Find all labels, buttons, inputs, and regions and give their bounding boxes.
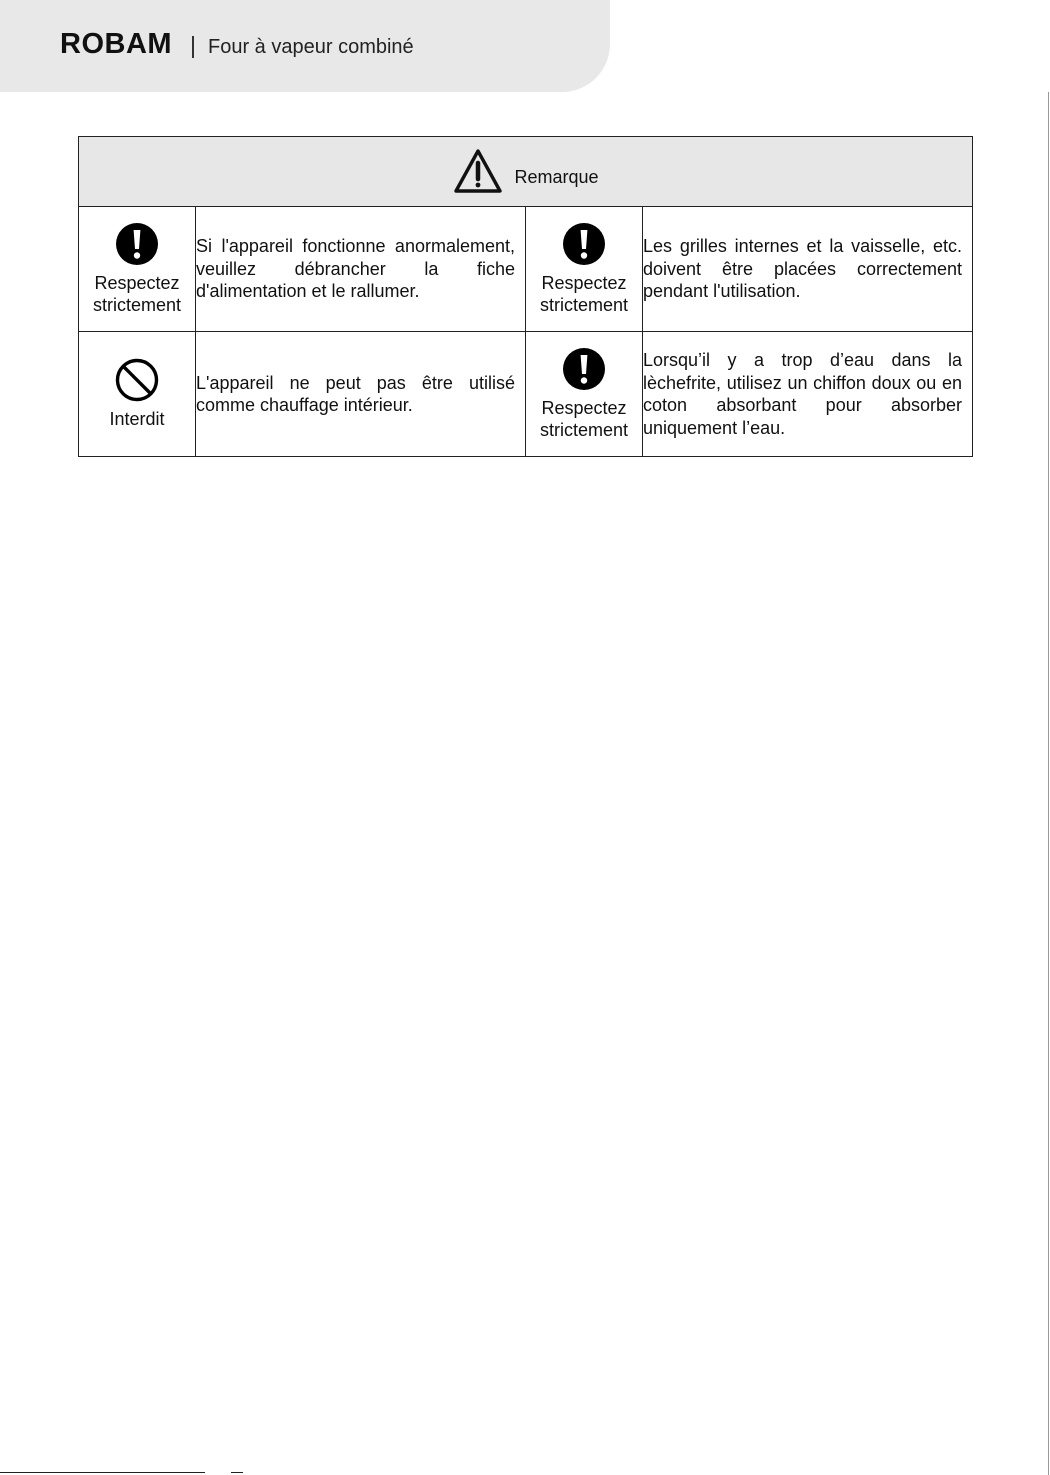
mandatory-exclamation-icon — [562, 222, 606, 266]
notice-label: Respectez strictement — [92, 273, 182, 315]
notice-icon-cell — [526, 332, 643, 457]
prohibited-icon — [115, 358, 159, 402]
brand-logo: ROBAM — [60, 28, 173, 60]
footer-rule — [0, 1472, 205, 1473]
mandatory-exclamation-icon — [562, 347, 606, 391]
header-band — [0, 0, 610, 92]
notice-text-cell — [643, 207, 973, 332]
document-title: Four à vapeur combiné — [208, 36, 414, 58]
footer-dash — [231, 1472, 243, 1473]
notice-heading: Remarque — [514, 167, 599, 187]
notice-label: Respectez strictement — [539, 273, 629, 315]
notice-icon-cell — [79, 332, 196, 457]
notice-header — [79, 137, 973, 207]
notice-text: Lorsqu’il y a trop d’eau dans la lèchefrite, utilisez un chiffon doux ou en coton absorbant pour absorber uniquement l’eau. — [643, 350, 963, 438]
notice-text-cell — [196, 332, 526, 457]
notice-text: L'appareil ne peut pas être utilisé comme chauffage intérieur. — [196, 372, 515, 415]
notice-text-cell — [643, 332, 973, 457]
notice-label: Interdit — [109, 409, 165, 429]
notice-text: Les grilles internes et la vaisselle, etc. doivent être placées correctement pendant l'utilisation. — [643, 236, 963, 302]
notice-icon-cell — [79, 207, 196, 332]
header-divider — [192, 36, 194, 58]
notice-icon-cell — [526, 207, 643, 332]
warning-triangle-icon — [453, 148, 503, 194]
notice-text-cell — [196, 207, 526, 332]
notice-table — [78, 136, 973, 457]
notice-text: Si l'appareil fonctionne anormalement, veuillez débrancher la fiche d'alimentation et le rallumer. — [196, 236, 515, 302]
notice-label: Respectez strictement — [539, 398, 629, 440]
notice-row — [79, 332, 973, 457]
mandatory-exclamation-icon — [115, 222, 159, 266]
notice-row — [79, 207, 973, 332]
page-edge-line — [1048, 92, 1049, 1475]
